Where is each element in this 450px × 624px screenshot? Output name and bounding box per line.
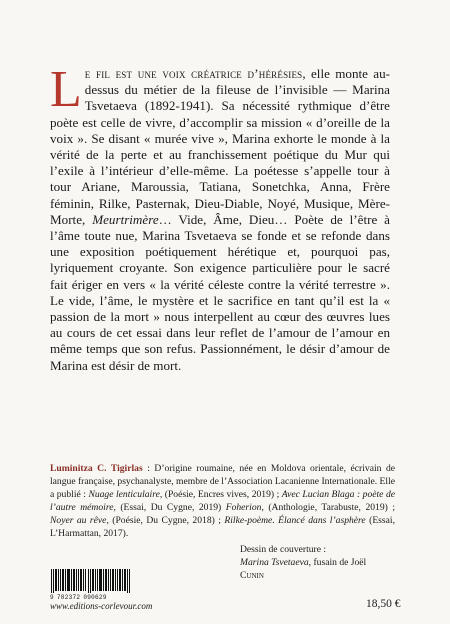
price: 18,50 € — [366, 598, 401, 610]
credit-work: Marina Tsvetaeva — [240, 557, 309, 568]
credit-line-2 — [240, 556, 390, 582]
credit-surname: Cunin — [240, 570, 264, 581]
ean-group-2: 090629 — [83, 594, 107, 601]
blurb-text — [50, 61, 390, 374]
bio-work-1: Nuage lenticulaire — [88, 489, 160, 500]
bio-work-3: Foherion — [225, 502, 262, 513]
cover-credit — [240, 543, 390, 582]
bio-text-1: : D’origine roumaine, née en Moldova orientale, écrivain de langue française, psychanalyste, membre de l’Association Lacanienne Internationale. Elle a publié : — [50, 463, 396, 500]
barcode-icon — [50, 569, 132, 593]
ean-group-1: 782372 — [56, 594, 81, 601]
bio-work-5: Rilke-poème. Élancé dans l’asphère — [224, 515, 366, 526]
bio-work-2: Avec Lucian Blaga : poète de l’autre mémoire — [50, 489, 395, 513]
ean-prefix: 9 — [50, 594, 54, 601]
blurb-part-2: … Vide, Âme, Dieu… Poète de l’être à l’âme toute nue, Marina Tsvetaeva se fonde et se refonde dans une exposition poétiquement hérétique et, pourquoi pas, lyriquement croyante. Son exigence particulière pour le sacré fait ériger en vers « la vérité céleste contre la vérité terrestre ». Le vide, l’âme, le mystère et le sacrifice en tant qu’il est la « passion de la mort » nous interpellent au cœur des œuvres lues au cours de cet essai dans leur reflet de l’amour de l’amour en même temps que son refus. Passionnément, le désir d’amour de Marina est désir de mort. — [50, 211, 390, 373]
credit-line-1: Dessin de couverture : — [240, 544, 327, 555]
blurb-italic-title: Meurtrimère — [92, 211, 159, 227]
bio-text-3: , (Essai, Du Cygne, 2019) — [113, 502, 226, 513]
barcode-digits — [50, 594, 132, 601]
barcode — [50, 569, 132, 599]
blurb-opening: e fil est une voix créatrice d’hérésies — [84, 66, 303, 81]
bio-text-4: , (Anthologie, Tarabuste, 2019) ; — [261, 502, 395, 513]
bio-work-4: Noyer au rêve — [50, 515, 107, 526]
bio-text-2: , (Poésie, Encres vives, 2019) ; — [159, 489, 282, 500]
bio-text-6: (Essai, L’Harmattan, 2017). — [50, 515, 395, 539]
author-name: Luminitza C. Tigirlas — [50, 463, 143, 474]
bio-text-5: , (Poésie, Du Cygne, 2018) ; — [106, 515, 225, 526]
publisher-url[interactable]: www.editions-corlevour.com — [50, 601, 153, 611]
blurb-part-1: , elle monte au-dessus du métier de la fileuse de l’invisible — Marina Tsvetaeva (1892-1941). Sa nécessité rythmique d’être poète est celle de vivre, d’accomplir sa mission « d’oreille de la voix ». Se disant « murée vive », Marina exhorte le monde à la vérité de la perte et au franchissement poétique du Mur qui l’exile à l’intérieur d’elle-même. La poétesse s’appelle tour à tour Ariane, Maroussia, Tatiana, Sonetchka, Anna, Frère féminin, Rilke, Pasternak, Dieu-Diable, Noyé, Musique, Mère-Morte, — [50, 66, 390, 227]
author-bio — [50, 462, 395, 540]
credit-rest: , fusain de Joël — [308, 557, 367, 568]
drop-cap: L — [50, 61, 82, 118]
